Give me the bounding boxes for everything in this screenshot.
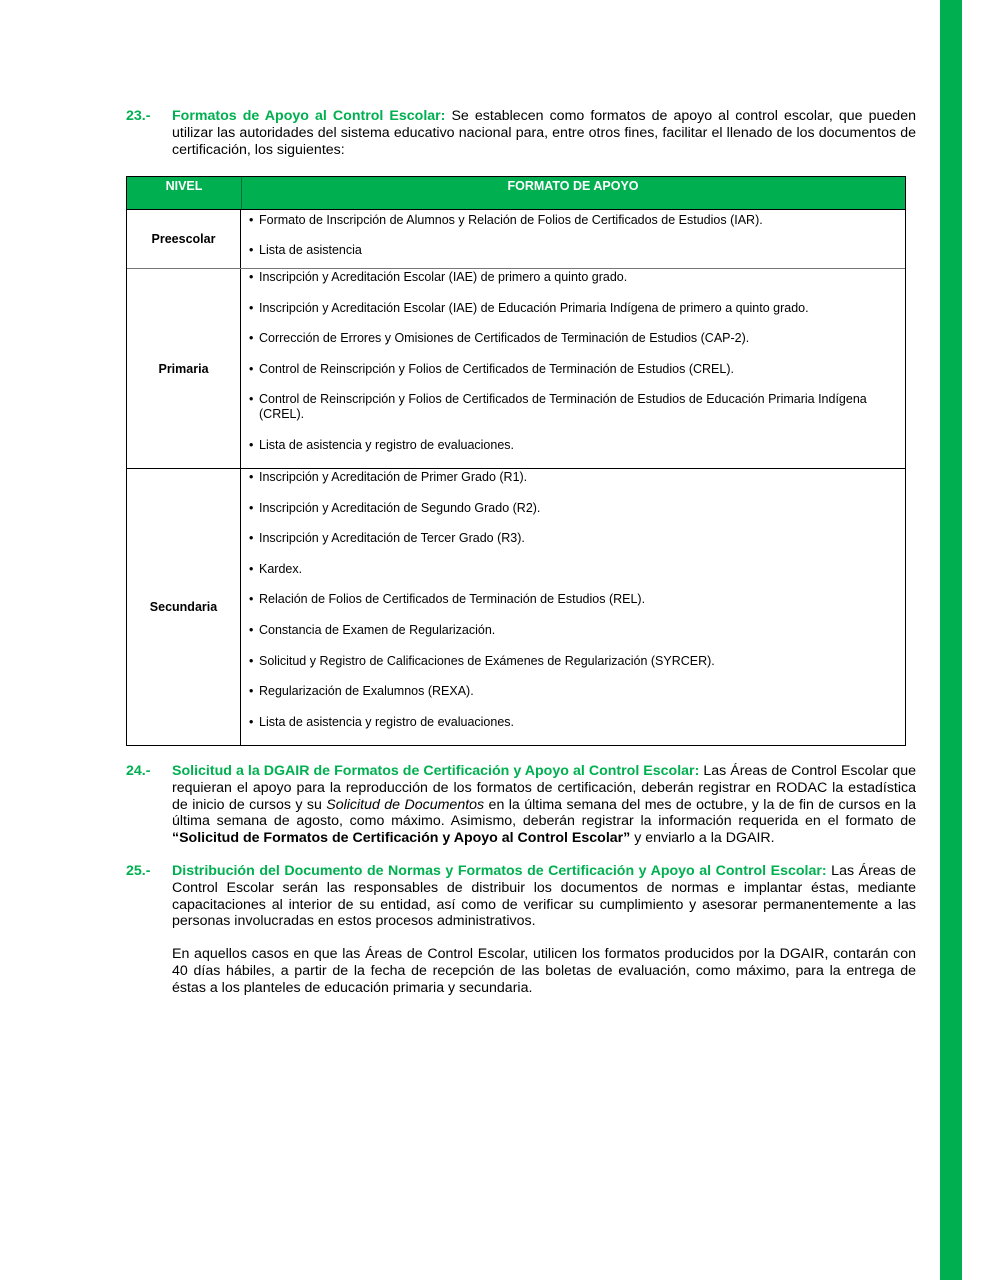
section-24-title: Solicitud a la DGAIR de Formatos de Certificación y Apoyo al Control Escolar: xyxy=(172,763,700,779)
nivel-secundaria: Secundaria xyxy=(127,469,241,745)
table-row-primaria xyxy=(127,269,905,469)
list-item: • Regularización de Exalumnos (REXA). xyxy=(249,684,899,699)
list-item: • Inscripción y Acreditación Escolar (IAE) de primero a quinto grado. xyxy=(249,270,899,285)
table-header xyxy=(127,177,905,210)
header-formato: FORMATO DE APOYO xyxy=(507,179,639,193)
section-24-italic: Solicitud de Documentos xyxy=(326,796,485,813)
right-green-bar xyxy=(940,0,962,1280)
list-item: • Kardex. xyxy=(249,562,899,577)
section-24-number: 24.- xyxy=(126,763,151,779)
section-23-title: Formatos de Apoyo al Control Escolar: xyxy=(172,108,446,124)
list-item: • Relación de Folios de Certificados de Terminación de Estudios (REL). xyxy=(249,592,899,607)
section-25-body xyxy=(172,863,916,930)
section-25-text: Las Áreas de Control Escolar serán las responsables de distribuir los documentos de normas e implantar éstas, mediante capacitaciones al interior de su entidad, así como de verificar su cumplimiento y asesorar permanentemente a las personas involucradas en estos procesos administrativos. xyxy=(172,863,916,930)
section-23-number: 23.- xyxy=(126,108,151,124)
section-25-paragraph-2: En aquellos casos en que las Áreas de Control Escolar, utilicen los formatos producidos por la DGAIR, contarán con 40 días hábiles, a partir de la fecha de recepción de las boletas de evaluación, como máximo, para la entrega de éstas a los planteles de educación primaria y secundaria. xyxy=(172,946,916,996)
nivel-preescolar: Preescolar xyxy=(127,210,241,268)
list-item: • Lista de asistencia xyxy=(249,243,899,258)
list-item: • Formato de Inscripción de Alumnos y Relación de Folios de Certificados de Estudios (IAR). xyxy=(249,213,899,228)
section-24-bold: “Solicitud de Formatos de Certificación y Apoyo al Control Escolar” xyxy=(172,830,631,847)
section-23 xyxy=(126,108,916,158)
section-25 xyxy=(126,863,916,997)
list-item: • Inscripción y Acreditación de Primer Grado (R1). xyxy=(249,470,899,485)
items-primaria xyxy=(249,270,899,468)
formatos-table xyxy=(126,176,906,746)
table-row-secundaria xyxy=(127,469,905,745)
list-item: • Lista de asistencia y registro de evaluaciones. xyxy=(249,715,899,730)
list-item: • Constancia de Examen de Regularización. xyxy=(249,623,899,638)
items-secundaria xyxy=(249,470,899,745)
table-row-preescolar xyxy=(127,210,905,269)
nivel-primaria: Primaria xyxy=(127,269,241,468)
section-24-text-c: y enviarlo a la DGAIR. xyxy=(630,830,775,847)
list-item: • Inscripción y Acreditación Escolar (IAE) de Educación Primaria Indígena de primero a quinto grado. xyxy=(249,301,899,316)
section-25-title: Distribución del Documento de Normas y Formatos de Certificación y Apoyo al Control Escolar: xyxy=(172,863,827,879)
list-item: • Solicitud y Registro de Calificaciones de Exámenes de Regularización (SYRCER). xyxy=(249,654,899,669)
list-item: • Control de Reinscripción y Folios de Certificados de Terminación de Estudios (CREL). xyxy=(249,362,899,377)
section-25-number: 25.- xyxy=(126,863,151,879)
section-24-text-a: Las Áreas de Control Escolar que requieran el apoyo para la reproducción de los formatos de certificación, deberán registrar en RODAC la estadística de inicio de cursos y su xyxy=(172,763,916,813)
section-24-body xyxy=(172,763,916,847)
list-item: • Lista de asistencia y registro de evaluaciones. xyxy=(249,438,899,453)
header-nivel: NIVEL xyxy=(165,179,203,193)
list-item: • Corrección de Errores y Omisiones de Certificados de Terminación de Estudios (CAP-2). xyxy=(249,331,899,346)
section-24-text-b: en la última semana del mes de octubre, y la de fin de cursos en la última semana de agosto, como máximo. Asimismo, deberán registrar la información requerida en el formato de xyxy=(172,796,916,830)
section-23-body xyxy=(172,108,916,158)
section-23-text: Se establecen como formatos de apoyo al control escolar, que pueden utilizar las autoridades del sistema educativo nacional para, entre otros fines, facilitar el llenado de los documentos de certificación, los siguientes: xyxy=(172,108,916,158)
list-item: • Inscripción y Acreditación de Segundo Grado (R2). xyxy=(249,501,899,516)
section-24 xyxy=(126,763,916,847)
list-item: • Inscripción y Acreditación de Tercer Grado (R3). xyxy=(249,531,899,546)
items-preescolar xyxy=(249,213,899,273)
list-item: • Control de Reinscripción y Folios de Certificados de Terminación de Estudios de Educación Primaria Indígena (CREL). xyxy=(249,392,899,422)
